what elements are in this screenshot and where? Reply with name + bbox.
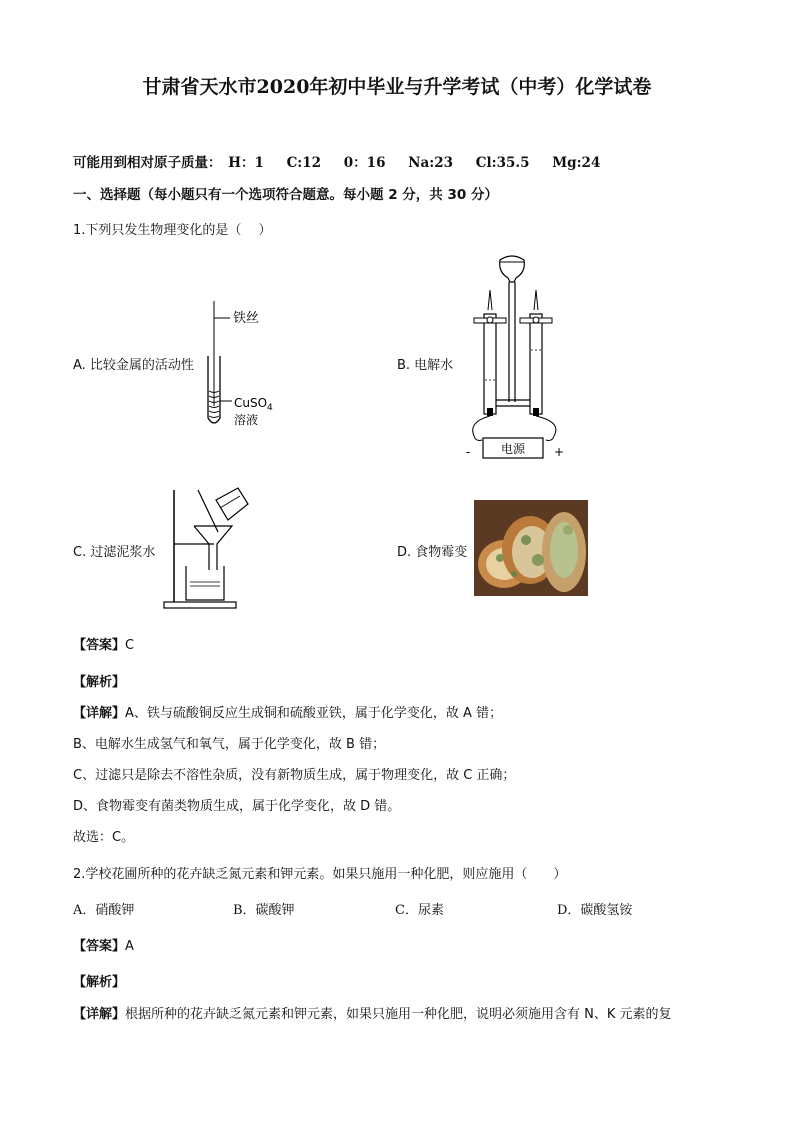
page-title: 甘肃省天水市2020年初中毕业与升学考试（中考）化学试卷 <box>142 76 652 98</box>
atomic-mass-line <box>73 151 600 171</box>
power-supply-label: 电源 <box>500 442 526 456</box>
stand-base <box>164 602 236 608</box>
q2-analysis-label: 【解析】 <box>73 975 126 990</box>
right-tube <box>530 314 542 414</box>
question-2-option-b: B．碳酸钾 <box>233 903 295 918</box>
bottom-connector <box>496 400 530 406</box>
atomic-mass-h: H：1 <box>228 155 264 171</box>
section-heading: 一、选择题（每小题只有一个选项符合题意。每小题 2 分，共 30 分） <box>73 187 498 203</box>
q2-detail-line <box>73 1003 672 1022</box>
moldy-bread-photo <box>474 500 588 596</box>
q1-detail-b: B、电解水生成氢气和氧气，属于化学变化，故 B 错； <box>73 737 386 752</box>
atomic-mass-cl: Cl:35.5 <box>475 155 530 171</box>
mold-spot-5 <box>511 571 517 577</box>
right-stopcock-knob <box>533 317 539 323</box>
q1-answer-line <box>73 634 134 653</box>
label-cuso4 <box>234 396 273 413</box>
q1-detail-a: A、铁与硫酸铜反应生成铜和硫酸亚铁，属于化学变化，故 A 错； <box>125 706 503 721</box>
left-stopcock-knob <box>487 317 493 323</box>
label-solution: 溶液 <box>234 413 259 427</box>
funnel-left-wall <box>194 526 209 544</box>
left-electrode <box>487 408 493 416</box>
q2-answer-line <box>73 935 134 954</box>
q1-detail-c: C、过滤只是除去不溶性杂质，没有新物质生成，属于物理变化，故 C 正确； <box>73 768 516 783</box>
label-cuso4-subscript: 4 <box>267 403 273 413</box>
filtrate <box>190 582 220 586</box>
q2-detail: 根据所种的花卉缺乏氮元素和钾元素，如果只施用一种化肥，说明必须施用含有 N、K 元素的复 <box>125 1007 672 1022</box>
right-tip <box>534 290 538 310</box>
atomic-mass-label: 可能用到相对原子质量： <box>73 155 222 171</box>
pouring-beaker <box>216 488 248 520</box>
q2-answer-label: 【答案】 <box>73 939 126 954</box>
mold-spot-1 <box>521 535 531 545</box>
question-2-option-c: C．尿素 <box>395 903 444 918</box>
label-cuso4-text: CuSO <box>234 396 268 410</box>
atomic-mass-na: Na:23 <box>408 155 454 171</box>
mold-spot-4 <box>563 525 573 535</box>
q1-answer-label: 【答案】 <box>73 638 126 653</box>
q1-detail-d: D、食物霉变有菌类物质生成，属于化学变化，故 D 错。 <box>73 799 401 814</box>
q1-detail-label: 【详解】 <box>73 706 126 721</box>
receiving-beaker <box>186 566 224 600</box>
question-2-stem: 2.学校花圃所种的花卉缺乏氮元素和钾元素。如果只施用一种化肥，则应施用（ ） <box>73 867 567 882</box>
filtration-apparatus <box>160 486 256 614</box>
positive-terminal-label: + <box>554 445 565 459</box>
atomic-mass-o: 0：16 <box>343 155 386 171</box>
mold-spot-3 <box>496 554 504 562</box>
q1-choose: 故选：C。 <box>73 830 135 845</box>
q2-answer: A <box>125 939 134 954</box>
left-tube <box>484 314 496 414</box>
right-electrode <box>533 408 539 416</box>
atomic-mass-mg: Mg:24 <box>552 155 601 171</box>
positive-wire <box>536 416 556 441</box>
question-2-option-a: A．硝酸钾 <box>73 903 135 918</box>
atomic-mass-c: C:12 <box>286 155 322 171</box>
question-2-option-d: D．碳酸氢铵 <box>557 903 633 918</box>
negative-wire <box>473 416 490 441</box>
q1-analysis-label: 【解析】 <box>73 675 126 690</box>
water-reservoir <box>500 256 525 282</box>
negative-terminal-label: - <box>466 445 471 459</box>
q2-detail-label: 【详解】 <box>73 1007 126 1022</box>
electrolysis-apparatus <box>458 250 578 462</box>
question-1-option-b: B. 电解水 <box>397 358 454 373</box>
left-tip <box>488 290 492 310</box>
question-1-option-d: D. 食物霉变 <box>397 545 468 560</box>
mold-spot-2 <box>532 554 544 566</box>
q1-detail-a-line <box>73 702 502 721</box>
label-iron-wire: 铁丝 <box>233 311 260 326</box>
test-tube-figure <box>200 296 290 430</box>
question-1-stem: 1.下列只发生物理变化的是（ ） <box>73 223 272 238</box>
question-1-option-a: A. 比较金属的活动性 <box>73 358 194 373</box>
q1-answer: C <box>125 638 135 653</box>
pouring-liquid <box>220 496 240 508</box>
question-1-option-c: C. 过滤泥浆水 <box>73 545 156 560</box>
